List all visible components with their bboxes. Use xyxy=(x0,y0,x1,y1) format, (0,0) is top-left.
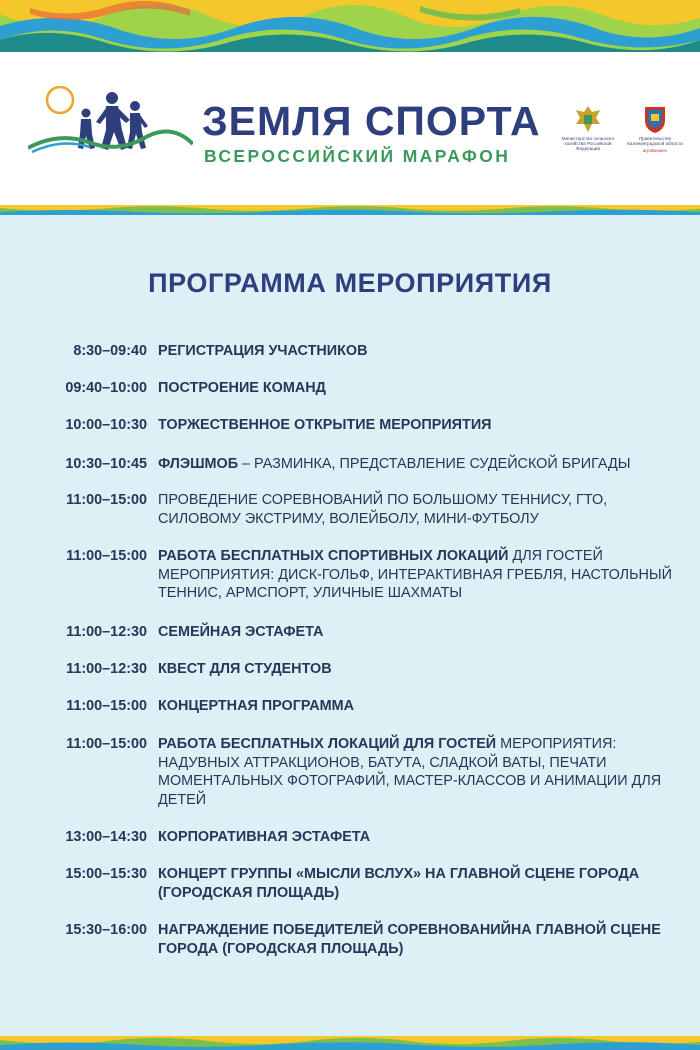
schedule-title: СЕМЕЙНАЯ ЭСТАФЕТА xyxy=(158,624,324,640)
schedule-time: 10:00–10:30 xyxy=(65,417,147,433)
schedule-title: ТОРЖЕСТВЕННОЕ ОТКРЫТИЕ МЕРОПРИЯТИЯ xyxy=(158,417,492,433)
bottom-wave-band xyxy=(0,1036,700,1050)
schedule-time: 8:30–09:40 xyxy=(73,343,147,359)
schedule-title: ПОСТРОЕНИЕ КОМАНД xyxy=(158,380,326,396)
schedule-description xyxy=(158,735,678,809)
schedule-description xyxy=(158,342,678,361)
schedule-time: 11:00–15:00 xyxy=(66,736,147,752)
schedule-description xyxy=(158,865,678,902)
schedule-description xyxy=(158,491,678,528)
schedule-title: РЕГИСТРАЦИЯ УЧАСТНИКОВ xyxy=(158,343,368,359)
schedule-description xyxy=(158,828,678,847)
schedule-time: 13:00–14:30 xyxy=(65,829,147,845)
schedule-title: ФЛЭШМОБ xyxy=(158,456,239,472)
schedule-time: 10:30–10:45 xyxy=(65,456,147,472)
schedule-time: 11:00–15:00 xyxy=(66,698,147,714)
partner-ministry-name: Министерство сельского хозяйства Российской Федерации xyxy=(561,136,615,152)
partner-region-accent: агроБизнес xyxy=(642,148,668,154)
schedule-details: ПРОВЕДЕНИЕ СОРЕВНОВАНИЙ ПО БОЛЬШОМУ ТЕННИСУ, ГТО, СИЛОВОМУ ЭКСТРИМУ, ВОЛЕЙБОЛУ, МИНИ-ФУТБОЛУ xyxy=(158,492,608,527)
schedule-time: 15:30–16:00 xyxy=(65,922,147,938)
schedule-details: МЕРОПРИЯТИЯ: НАДУВНЫХ АТТРАКЦИОНОВ, БАТУТА, СЛАДКОЙ ВАТЫ, ПЕЧАТИ МОМЕНТАЛЬНЫХ ФОТОГРАФИЙ, МАСТЕР-КЛАССОВ И АНИМАЦИИ ДЛЯ ДЕТЕЙ xyxy=(158,736,662,808)
header xyxy=(0,52,700,205)
schedule-time: 11:00–12:30 xyxy=(66,661,147,677)
schedule-description xyxy=(158,660,678,679)
page-title: ЗЕМЛЯ СПОРТА xyxy=(202,98,541,144)
schedule-title: НАГРАЖДЕНИЕ ПОБЕДИТЕЛЕЙ СОРЕВНОВАНИЙНА ГЛАВНОЙ СЦЕНЕ ГОРОДА (ГОРОДСКАЯ ПЛОЩАДЬ) xyxy=(158,922,661,957)
schedule-description xyxy=(158,455,678,474)
schedule-description xyxy=(158,623,678,642)
schedule-time: 11:00–15:00 xyxy=(66,548,147,564)
runners-logo-icon xyxy=(28,86,193,181)
schedule-title: КОНЦЕРТНАЯ ПРОГРАММА xyxy=(158,698,355,714)
ministry-emblem-icon xyxy=(574,104,602,134)
schedule-description xyxy=(158,697,678,716)
kaliningrad-coat-of-arms-icon xyxy=(642,104,668,134)
schedule-description xyxy=(158,379,678,398)
schedule-title: РАБОТА БЕСПЛАТНЫХ ЛОКАЦИЙ ДЛЯ ГОСТЕЙ xyxy=(158,736,497,752)
page-subtitle: ВСЕРОССИЙСКИЙ МАРАФОН xyxy=(204,146,511,166)
schedule-description xyxy=(158,547,678,603)
schedule-time: 15:00–15:30 xyxy=(65,866,147,882)
schedule-description xyxy=(158,921,678,958)
partner-region-name: Правительство Калининградской области xyxy=(627,136,683,147)
schedule-title: РАБОТА БЕСПЛАТНЫХ СПОРТИВНЫХ ЛОКАЦИЙ xyxy=(158,548,509,564)
schedule-title: КОРПОРАТИВНАЯ ЭСТАФЕТА xyxy=(158,829,371,845)
top-wave-band xyxy=(0,0,700,52)
program-heading: ПРОГРАММА МЕРОПРИЯТИЯ xyxy=(148,268,552,298)
schedule-description xyxy=(158,416,678,435)
schedule-time: 11:00–15:00 xyxy=(66,492,147,508)
partner-ministry xyxy=(558,104,618,152)
mid-wave-band xyxy=(0,205,700,215)
partner-region xyxy=(625,104,685,154)
schedule-time: 09:40–10:00 xyxy=(65,380,147,396)
schedule-title: КОНЦЕРТ ГРУППЫ «МЫСЛИ ВСЛУХ» НА ГЛАВНОЙ СЦЕНЕ ГОРОДА (ГОРОДСКАЯ ПЛОЩАДЬ) xyxy=(158,866,640,901)
schedule-time: 11:00–12:30 xyxy=(66,624,147,640)
schedule-details: ДЛЯ ГОСТЕЙ МЕРОПРИЯТИЯ: ДИСК-ГОЛЬФ, ИНТЕРАКТИВНАЯ ГРЕБЛЯ, НАСТОЛЬНЫЙ ТЕННИС, АРМСПОРТ, УЛИЧНЫЕ ШАХМАТЫ xyxy=(158,548,673,601)
schedule-details: – РАЗМИНКА, ПРЕДСТАВЛЕНИЕ СУДЕЙСКОЙ БРИГАДЫ xyxy=(238,456,631,472)
schedule-title: КВЕСТ ДЛЯ СТУДЕНТОВ xyxy=(158,661,332,677)
